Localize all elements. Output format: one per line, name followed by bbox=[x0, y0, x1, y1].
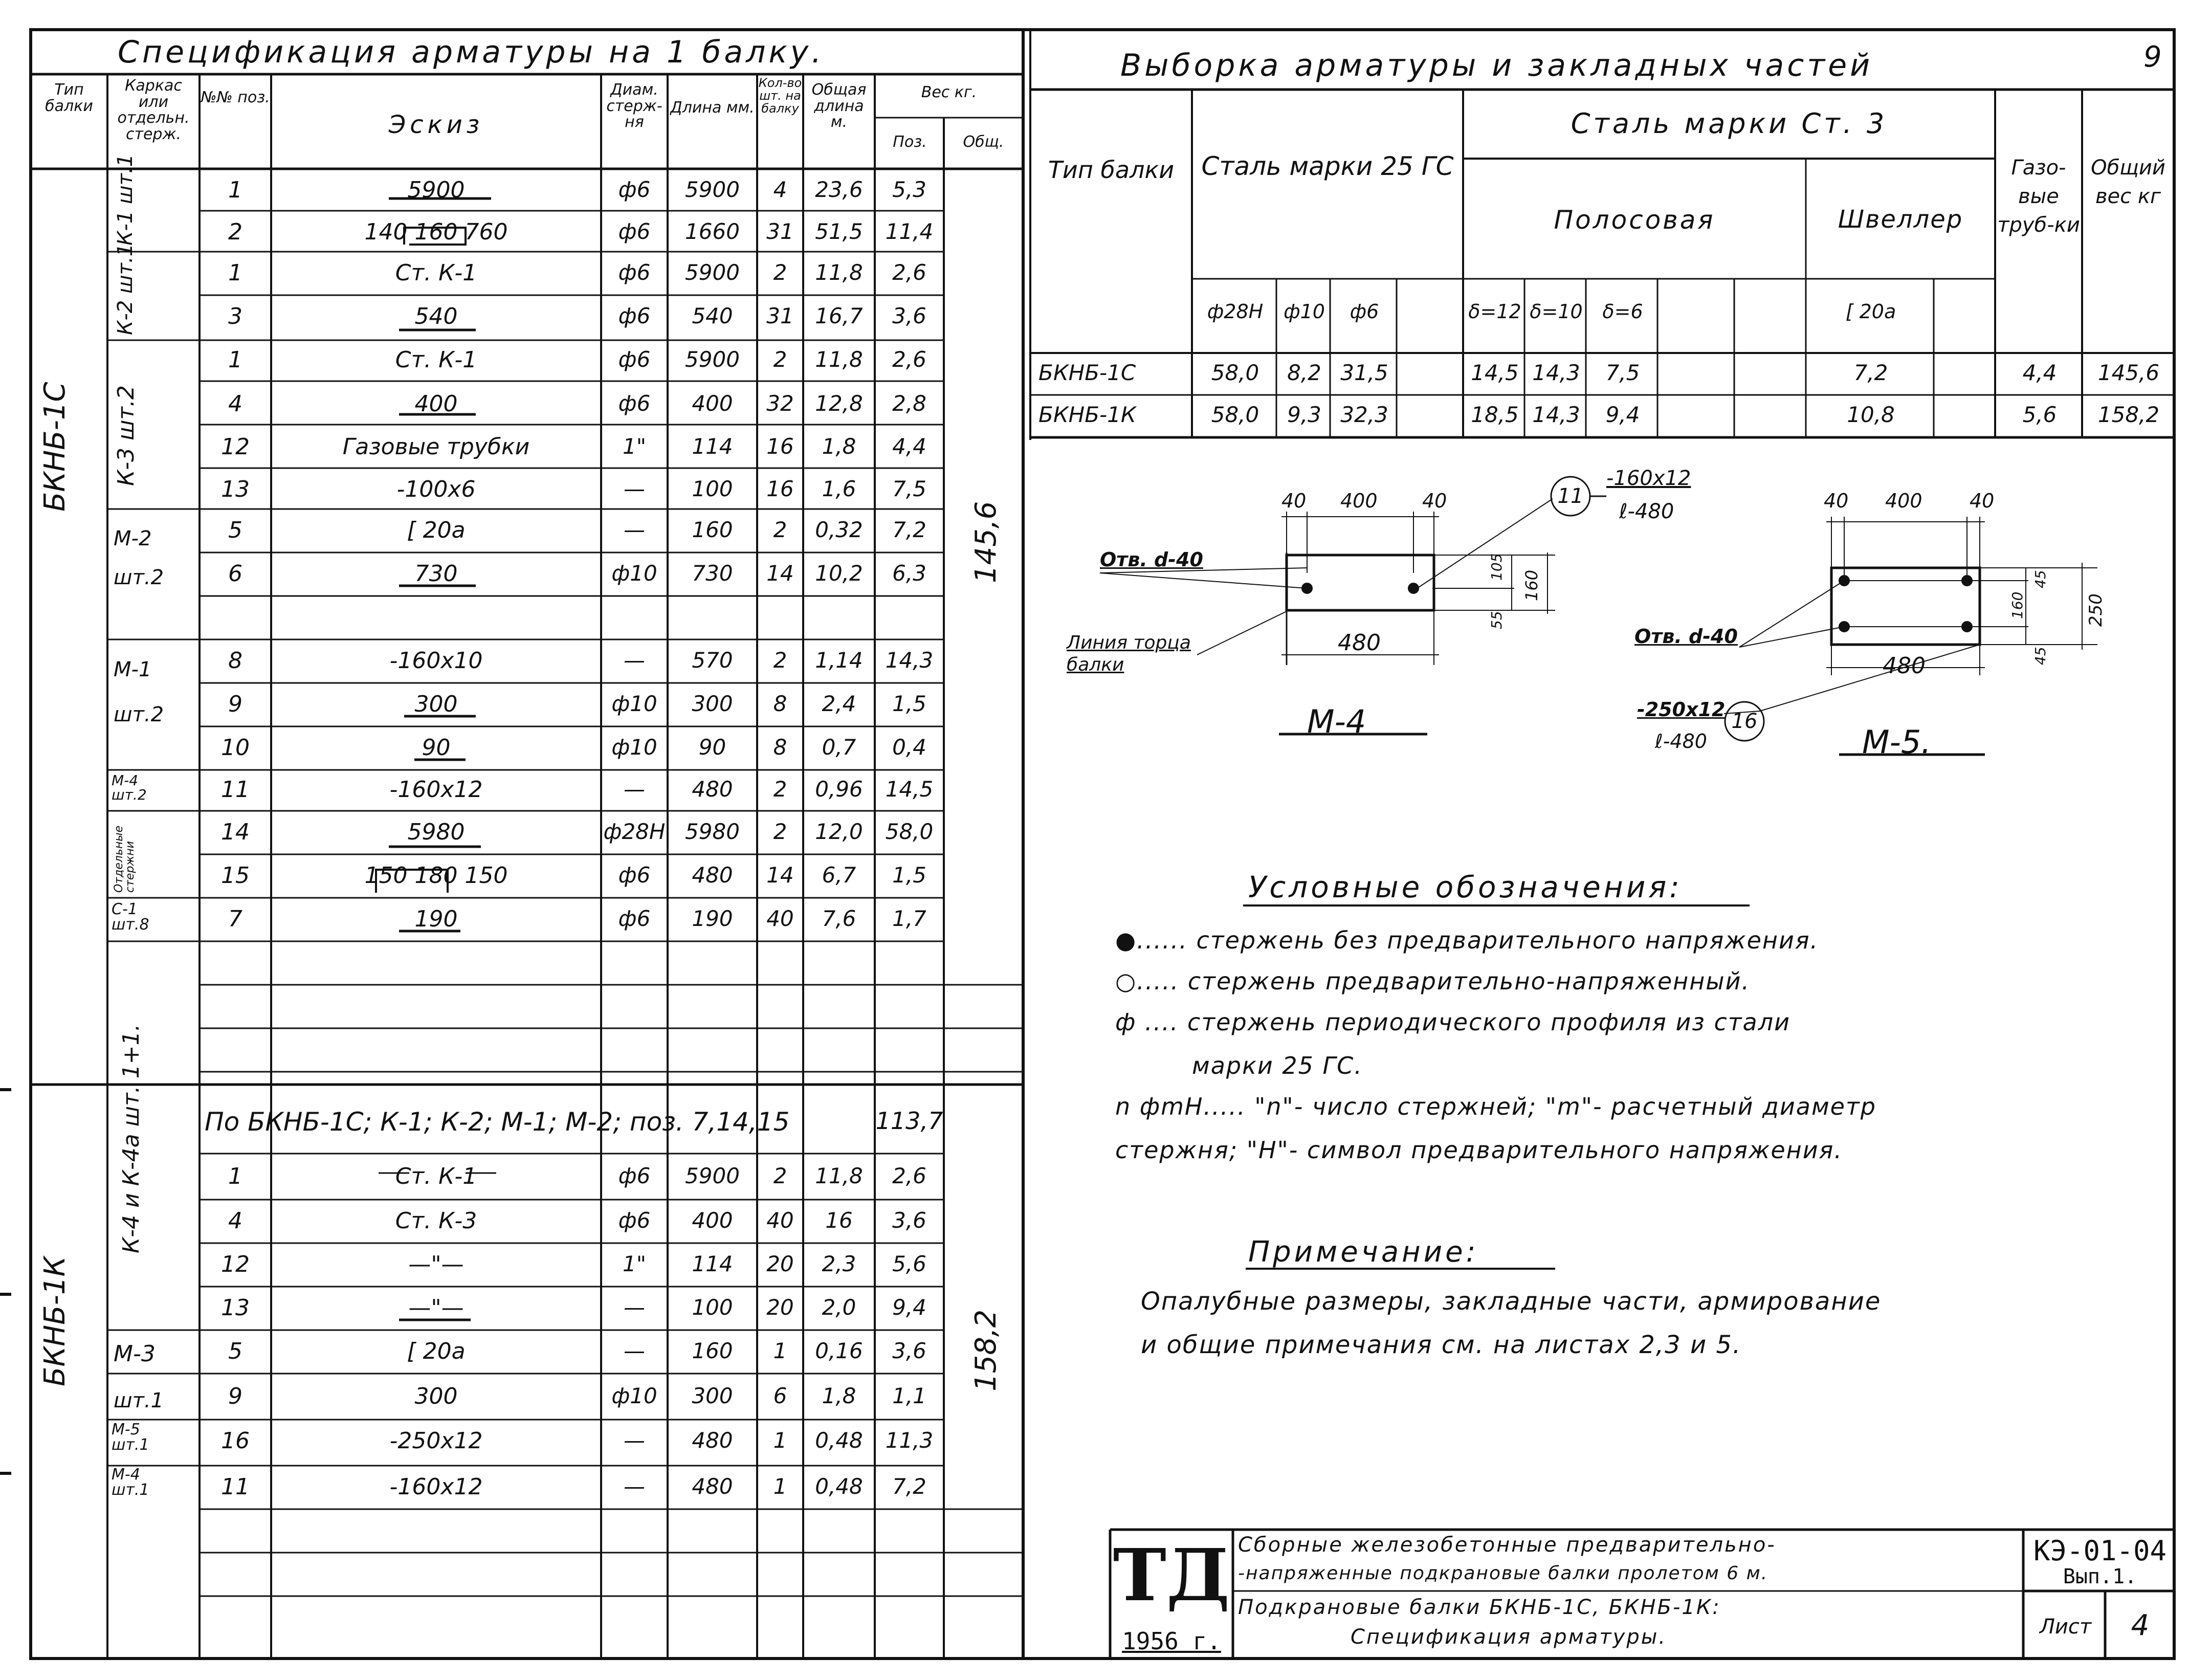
beam2-row-pos: 12 bbox=[221, 1251, 250, 1277]
beam2-row-qty: 1 bbox=[773, 1428, 787, 1453]
beam2-row-w: 11,3 bbox=[885, 1428, 934, 1453]
beam2-row-sketch: Ст. К-3 bbox=[395, 1208, 477, 1234]
m5-callout-no: 16 bbox=[1731, 710, 1758, 733]
beam1-row-len: 540 bbox=[692, 303, 733, 328]
beam1-row-qty: 14 bbox=[766, 561, 794, 586]
beam1-row-sketch: 5900 bbox=[407, 177, 465, 203]
frame-m2: М-2 шт.2 bbox=[114, 527, 164, 589]
legend-item-4: n фmН..... "n"- число стержней; "m"- расчетный диаметр bbox=[1115, 1093, 1876, 1120]
beam1-row-pos: 4 bbox=[228, 391, 242, 417]
rt-header-strip: Полосовая bbox=[1554, 205, 1715, 235]
rt-row-cell: 14,3 bbox=[1532, 402, 1580, 427]
beam1-row-pos: 6 bbox=[228, 561, 242, 587]
beam2-summary: По БКНБ-1С; К-1; К-2; М-1; М-2; поз. 7,14,15 bbox=[205, 1107, 790, 1137]
rt-row-cell: 14,3 bbox=[1532, 360, 1580, 385]
beam1-row-dia: ф10 bbox=[611, 561, 657, 586]
beam1-row-w: 14,5 bbox=[885, 777, 934, 802]
beam1-total-weight: 145,6 bbox=[969, 501, 1003, 583]
beam1-row-pos: 9 bbox=[228, 691, 242, 717]
header-type: Тип балки bbox=[45, 81, 93, 115]
beam1-row-sketch: Газовые трубки bbox=[342, 434, 530, 460]
beam2-row-tlen: 2,0 bbox=[822, 1295, 856, 1320]
beam1-row-tlen: 0,7 bbox=[822, 735, 856, 760]
rt-subheader: ф10 bbox=[1284, 300, 1325, 323]
beam1-row-pos: 12 bbox=[221, 434, 250, 460]
beam2-row-len: 114 bbox=[692, 1251, 733, 1276]
beam2-row-w: 1,1 bbox=[892, 1383, 926, 1408]
beam2-row-sketch: Ст. К-1 bbox=[395, 1163, 477, 1189]
beam2-row-qty: 1 bbox=[773, 1338, 787, 1363]
rt-row-cell: 18,5 bbox=[1471, 402, 1519, 427]
frame-k4: К-4 и К-4а шт. 1+1. bbox=[118, 1024, 144, 1253]
title-block-line1: Сборные железобетонные предварительно- bbox=[1238, 1533, 1776, 1557]
beam2-row-pos: 11 bbox=[221, 1474, 250, 1500]
beam1-row-sketch: Ст. К-1 bbox=[395, 347, 477, 373]
beam2-row-tlen: 0,16 bbox=[815, 1338, 863, 1363]
beam1-row-sketch: [ 20а bbox=[407, 517, 466, 543]
m4-callout-2: ℓ-480 bbox=[1619, 500, 1674, 523]
legend-item-0: ●...... стержень без предварительного напряжения. bbox=[1115, 926, 1819, 954]
beam1-row-len: 730 bbox=[692, 561, 733, 586]
beam1-row-pos: 3 bbox=[228, 303, 242, 329]
beam1-row-tlen: 23,6 bbox=[815, 177, 863, 202]
m4-dim-h: 160 bbox=[1522, 569, 1541, 601]
beam1-row-len: 5900 bbox=[685, 177, 740, 202]
beam1-row-qty: 2 bbox=[773, 819, 787, 844]
rt-row-cell: 58,0 bbox=[1211, 360, 1259, 385]
beam1-row-tlen: 2,4 bbox=[822, 691, 856, 716]
beam2-row-w: 2,6 bbox=[892, 1163, 926, 1188]
note-line-0: Опалубные размеры, закладные части, армирование bbox=[1141, 1287, 1882, 1316]
beam2-row-dia: ф6 bbox=[618, 1208, 651, 1233]
m5-dim-h: 250 bbox=[2086, 593, 2106, 627]
rt-row-cell: 58,0 bbox=[1211, 402, 1259, 427]
frame-k3: К-3 шт.2 bbox=[113, 385, 139, 486]
beam1-row-qty: 32 bbox=[766, 391, 794, 416]
beam2-row-w: 7,2 bbox=[892, 1474, 926, 1499]
header-weight-total: Общ. bbox=[963, 133, 1004, 151]
beam1-row-sketch: 150 180 150 bbox=[364, 863, 508, 889]
header-length: Длина мм. bbox=[670, 99, 755, 117]
beam1-row-w: 1,5 bbox=[892, 863, 926, 888]
beam2-row-dia: ф10 bbox=[611, 1383, 657, 1408]
beam2-row-tlen: 0,48 bbox=[815, 1474, 863, 1499]
beam2-row-sketch: -250х12 bbox=[389, 1428, 483, 1454]
m5-dim-v2: 160 bbox=[2009, 591, 2026, 619]
beam1-row-qty: 2 bbox=[773, 260, 787, 285]
beam2-row-pos: 4 bbox=[228, 1208, 242, 1234]
beam1-row-dia: 1" bbox=[622, 434, 647, 459]
rt-row-cell: 5,6 bbox=[2022, 402, 2057, 427]
header-weight: Вес кг. bbox=[921, 83, 977, 101]
beam1-row-qty: 8 bbox=[773, 735, 787, 760]
beam1-row-qty: 16 bbox=[766, 434, 794, 459]
beam1-row-w: 14,3 bbox=[885, 648, 934, 673]
frame-separate: Отдельные стержни bbox=[113, 825, 137, 893]
beam1-row-len: 480 bbox=[692, 777, 733, 802]
beam2-row-w: 3,6 bbox=[892, 1338, 926, 1363]
beam2-row-tlen: 0,48 bbox=[815, 1428, 863, 1453]
beam1-row-dia: ф10 bbox=[611, 691, 657, 716]
beam2-row-qty: 20 bbox=[766, 1295, 794, 1320]
beam1-row-dia: ф6 bbox=[618, 260, 651, 285]
beam2-row-pos: 1 bbox=[228, 1163, 242, 1189]
rt-subheader: [ 20а bbox=[1845, 300, 1896, 323]
beam1-row-dia: ф6 bbox=[618, 906, 651, 931]
rt-header-steel25: Сталь марки 25 ГС bbox=[1201, 151, 1454, 181]
rt-row-type: БКНБ-1С bbox=[1038, 360, 1136, 385]
title-block-year: 1956 г. bbox=[1122, 1627, 1221, 1655]
beam2-row-dia: ф6 bbox=[618, 1163, 651, 1188]
beam2-row-pos: 16 bbox=[221, 1428, 250, 1454]
title-block-line4: Спецификация арматуры. bbox=[1351, 1625, 1667, 1649]
rt-row-cell: 4,4 bbox=[2022, 360, 2057, 385]
title-block-code: КЭ-01-04 bbox=[2033, 1535, 2167, 1567]
beam1-row-len: 400 bbox=[692, 391, 733, 416]
beam1-row-qty: 16 bbox=[766, 476, 794, 501]
beam1-row-pos: 1 bbox=[228, 347, 242, 373]
beam1-row-len: 190 bbox=[692, 906, 733, 931]
beam2-row-len: 400 bbox=[692, 1208, 733, 1233]
beam1-row-sketch: 730 bbox=[414, 561, 458, 587]
legend-item-3: марки 25 ГС. bbox=[1192, 1052, 1363, 1079]
beam2-row-w: 5,6 bbox=[892, 1251, 926, 1276]
rt-subheader: δ=12 bbox=[1468, 300, 1521, 323]
beam1-row-len: 5900 bbox=[685, 260, 740, 285]
beam1-row-len: 5980 bbox=[685, 819, 740, 844]
beam2-row-sketch: -160х12 bbox=[389, 1474, 483, 1500]
m5-dim-right: 40 bbox=[1970, 490, 1995, 512]
rt-header-steel3: Сталь марки Ст. 3 bbox=[1571, 107, 1888, 140]
m4-hole: Отв. d-40 bbox=[1100, 548, 1203, 571]
beam1-row-tlen: 1,8 bbox=[822, 434, 856, 459]
beam1-row-w: 6,3 bbox=[892, 561, 926, 586]
left-table-title: Спецификация арматуры на 1 балку. bbox=[118, 34, 825, 70]
beam1-row-dia: ф6 bbox=[618, 347, 651, 372]
beam1-row-len: 480 bbox=[692, 863, 733, 888]
beam1-row-qty: 2 bbox=[773, 517, 787, 542]
rt-subheader: ф6 bbox=[1350, 300, 1379, 323]
beam1-row-len: 114 bbox=[692, 434, 733, 459]
beam1-row-pos: 13 bbox=[221, 476, 250, 502]
beam1-row-tlen: 1,14 bbox=[815, 648, 863, 673]
header-diameter: Диам. стерж-ня bbox=[606, 81, 662, 131]
header-total-length: Общая длина м. bbox=[811, 81, 867, 131]
m4-dim-left: 40 bbox=[1281, 490, 1307, 512]
frame-m5: М-5 шт.1 bbox=[112, 1421, 149, 1454]
rt-row-cell: 31,5 bbox=[1340, 360, 1388, 385]
beam2-row-sketch: 300 bbox=[414, 1383, 458, 1409]
beam2-row-len: 5900 bbox=[685, 1163, 740, 1188]
beam1-row-dia: — bbox=[624, 476, 645, 501]
header-sketch: Эскиз bbox=[388, 110, 484, 139]
beam1-row-qty: 31 bbox=[766, 219, 794, 244]
beam2-row-pos: 5 bbox=[228, 1338, 242, 1364]
beam1-row-len: 160 bbox=[692, 517, 733, 542]
beam1-row-w: 0,4 bbox=[892, 735, 926, 760]
rt-row-cell: 7,5 bbox=[1605, 360, 1640, 385]
beam2-row-sketch: —"— bbox=[408, 1295, 464, 1321]
beam1-row-sketch: 540 bbox=[414, 303, 458, 329]
beam2-row-tlen: 2,3 bbox=[822, 1251, 856, 1276]
beam2-row-pos: 13 bbox=[221, 1295, 250, 1321]
beam1-row-len: 1660 bbox=[685, 219, 740, 244]
beam1-row-sketch: 90 bbox=[422, 735, 451, 761]
beam2-row-len: 480 bbox=[692, 1474, 733, 1499]
m5-callout-2: ℓ-480 bbox=[1655, 730, 1707, 753]
beam1-row-tlen: 51,5 bbox=[815, 219, 863, 244]
beam2-row-tlen: 1,8 bbox=[822, 1383, 856, 1408]
beam1-row-pos: 2 bbox=[228, 219, 242, 245]
beam1-row-w: 5,3 bbox=[892, 177, 926, 202]
beam1-row-qty: 40 bbox=[766, 906, 794, 931]
beam2-row-len: 100 bbox=[692, 1295, 733, 1320]
beam1-row-pos: 11 bbox=[221, 777, 250, 803]
beam1-row-len: 570 bbox=[692, 648, 733, 673]
rt-row-cell: 9,3 bbox=[1287, 402, 1321, 427]
beam1-row-tlen: 12,0 bbox=[815, 819, 863, 844]
beam1-row-pos: 1 bbox=[228, 260, 242, 286]
beam1-row-w: 11,4 bbox=[885, 219, 934, 244]
beam1-row-w: 1,7 bbox=[892, 906, 926, 931]
beam1-row-dia: ф28Н bbox=[603, 819, 666, 844]
beam1-row-sketch: -160х10 bbox=[389, 648, 483, 674]
beam1-row-dia: ф6 bbox=[618, 863, 651, 888]
beam1-row-sketch: Ст. К-1 bbox=[395, 260, 477, 286]
beam2-row-tlen: 16 bbox=[825, 1208, 853, 1233]
m4-dim-v2: 55 bbox=[1488, 611, 1505, 629]
beam1-row-dia: — bbox=[624, 777, 645, 802]
beam1-row-tlen: 0,32 bbox=[815, 517, 863, 542]
beam1-type: БКНБ-1С bbox=[38, 382, 72, 512]
beam1-row-len: 300 bbox=[692, 691, 733, 716]
beam1-row-dia: — bbox=[624, 517, 645, 542]
header-weight-pos: Поз. bbox=[893, 133, 927, 151]
beam1-row-qty: 14 bbox=[766, 863, 794, 888]
beam1-row-tlen: 10,2 bbox=[815, 561, 863, 586]
beam2-row-dia: — bbox=[624, 1474, 645, 1499]
beam1-row-w: 2,6 bbox=[892, 260, 926, 285]
rt-subheader: ф28Н bbox=[1207, 300, 1264, 323]
m5-dim-bottom: 480 bbox=[1883, 653, 1926, 679]
m4-dim-right: 40 bbox=[1422, 490, 1447, 512]
rt-row-cell: 14,5 bbox=[1471, 360, 1519, 385]
rt-header-channel: Швеллер bbox=[1838, 205, 1963, 234]
title-block-issue: Вып.1. bbox=[2063, 1565, 2137, 1588]
m5-dim-left: 40 bbox=[1824, 490, 1849, 512]
beam1-row-dia: ф6 bbox=[618, 177, 651, 202]
beam1-row-qty: 2 bbox=[773, 347, 787, 372]
beam1-row-pos: 8 bbox=[228, 648, 242, 674]
rt-row-cell: 158,2 bbox=[2097, 402, 2160, 427]
rt-row-cell: 7,2 bbox=[1853, 360, 1888, 385]
m4-callout-no: 11 bbox=[1557, 484, 1584, 508]
beam1-row-dia: ф10 bbox=[611, 735, 657, 760]
m4-dim-v1: 105 bbox=[1488, 553, 1505, 581]
beam2-row-sketch: —"— bbox=[408, 1251, 464, 1277]
beam2-row-qty: 6 bbox=[773, 1383, 787, 1408]
m4-dim-bottom: 480 bbox=[1338, 630, 1381, 656]
beam2-row-w: 9,4 bbox=[892, 1295, 926, 1320]
beam1-row-sketch: 300 bbox=[414, 691, 458, 717]
beam1-row-sketch: 5980 bbox=[407, 819, 465, 845]
beam1-row-sketch: -100х6 bbox=[396, 476, 476, 502]
beam1-row-sketch: 140 160 760 bbox=[364, 219, 508, 245]
beam1-row-w: 4,4 bbox=[892, 434, 926, 459]
beam1-row-w: 7,5 bbox=[892, 476, 926, 501]
beam1-row-w: 2,8 bbox=[892, 391, 926, 416]
rt-row-cell: 32,3 bbox=[1340, 402, 1388, 427]
beam2-row-len: 480 bbox=[692, 1428, 733, 1453]
m5-dim-v1: 45 bbox=[2032, 570, 2049, 588]
beam1-row-dia: ф6 bbox=[618, 391, 651, 416]
beam1-row-w: 58,0 bbox=[885, 819, 934, 844]
frame-k1: К-1 шт.1 bbox=[114, 153, 137, 246]
beam1-row-dia: ф6 bbox=[618, 303, 651, 328]
beam1-row-qty: 4 bbox=[773, 177, 787, 202]
beam1-row-pos: 14 bbox=[221, 819, 250, 845]
frame-c1: С-1 шт.8 bbox=[112, 900, 149, 934]
rt-row-cell: 145,6 bbox=[2097, 360, 2160, 385]
beam1-row-w: 2,6 bbox=[892, 347, 926, 372]
frame-m4b: М-4 шт.1 bbox=[112, 1466, 149, 1499]
rt-row-type: БКНБ-1К bbox=[1038, 402, 1136, 427]
beam1-row-tlen: 16,7 bbox=[815, 303, 863, 328]
beam2-row-qty: 1 bbox=[773, 1474, 787, 1499]
frame-k2: К-2 шт.1 bbox=[114, 243, 137, 335]
beam2-row-qty: 20 bbox=[766, 1251, 794, 1276]
header-frame: Каркас или отдельн. стерж. bbox=[117, 77, 190, 143]
beam1-row-w: 3,6 bbox=[892, 303, 926, 328]
beam2-row-sketch: [ 20а bbox=[407, 1338, 466, 1364]
beam2-row-qty: 40 bbox=[766, 1208, 794, 1233]
beam1-row-tlen: 7,6 bbox=[822, 906, 856, 931]
rt-row-cell: 9,4 bbox=[1605, 402, 1640, 427]
beam1-row-tlen: 11,8 bbox=[815, 347, 863, 372]
beam2-row-w: 3,6 bbox=[892, 1208, 926, 1233]
beam1-row-tlen: 11,8 bbox=[815, 260, 863, 285]
beam1-row-len: 100 bbox=[692, 476, 733, 501]
m5-hole: Отв. d-40 bbox=[1634, 625, 1738, 648]
beam2-row-pos: 9 bbox=[228, 1383, 242, 1409]
beam1-row-dia: — bbox=[624, 648, 645, 673]
rt-row-cell: 8,2 bbox=[1287, 360, 1321, 385]
rt-subheader: δ=10 bbox=[1530, 300, 1583, 323]
beam2-row-len: 300 bbox=[692, 1383, 733, 1408]
beam1-row-pos: 10 bbox=[221, 735, 250, 761]
beam1-row-tlen: 6,7 bbox=[822, 863, 856, 888]
beam1-row-qty: 2 bbox=[773, 648, 787, 673]
m4-label: М-4 bbox=[1307, 703, 1366, 740]
beam1-row-qty: 8 bbox=[773, 691, 787, 716]
beam1-row-pos: 15 bbox=[221, 863, 250, 889]
beam2-row-tlen: 11,8 bbox=[815, 1163, 863, 1188]
frame-m3: М-3 bbox=[114, 1341, 156, 1367]
m5-dim-v3: 45 bbox=[2032, 647, 2049, 665]
header-pos: №№ поз. bbox=[201, 89, 270, 106]
legend-item-5: стержня; "Н"- символ предварительного напряжения. bbox=[1115, 1136, 1843, 1164]
beam1-row-w: 1,5 bbox=[892, 691, 926, 716]
beam1-row-sketch: 190 bbox=[414, 906, 458, 932]
beam1-row-tlen: 12,8 bbox=[815, 391, 863, 416]
page-number: 9 bbox=[2143, 40, 2162, 74]
m5-label: М-5. bbox=[1862, 723, 1932, 761]
m4-callout-1: -160х12 bbox=[1606, 467, 1691, 490]
beam1-row-qty: 31 bbox=[766, 303, 794, 328]
beam1-row-tlen: 0,96 bbox=[815, 777, 863, 802]
beam1-row-len: 90 bbox=[698, 735, 726, 760]
title-block-sheet-label: Лист bbox=[2039, 1615, 2092, 1639]
rt-header-type: Тип балки bbox=[1048, 156, 1175, 184]
rt-header-gas: Газо-вые труб-ки bbox=[1997, 156, 2080, 237]
note-line-1: и общие примечания см. на листах 2,3 и 5. bbox=[1141, 1331, 1742, 1359]
beam2-row-dia: 1" bbox=[622, 1251, 647, 1276]
beam1-row-pos: 1 bbox=[228, 177, 242, 203]
title-block-sheet-no: 4 bbox=[2131, 1609, 2150, 1642]
legend-item-1: ○..... стержень предварительно-напряженный. bbox=[1115, 967, 1751, 995]
frame-m4: М-4 шт.2 bbox=[112, 772, 147, 803]
title-block-line3: Подкрановые балки БКНБ-1С, БКНБ-1К: bbox=[1238, 1596, 1721, 1619]
header-count: Кол-во шт. на балку bbox=[758, 76, 802, 116]
beam2-row-dia: — bbox=[624, 1428, 645, 1453]
frame-m3-qty: шт.1 bbox=[114, 1389, 164, 1412]
legend-title: Условные обозначения: bbox=[1248, 870, 1683, 904]
beam1-row-sketch: 400 bbox=[414, 391, 458, 417]
m5-callout-1: -250х12 bbox=[1637, 698, 1726, 721]
right-table-title: Выборка арматуры и закладных частей bbox=[1120, 48, 1873, 83]
beam2-row-dia: — bbox=[624, 1295, 645, 1320]
legend-item-2: ф .... стержень периодического профиля из стали bbox=[1115, 1008, 1791, 1036]
beam2-type: БКНБ-1К bbox=[38, 1256, 72, 1386]
frame-m1: М-1 шт.2 bbox=[114, 658, 164, 726]
beam2-row-qty: 2 bbox=[773, 1163, 787, 1188]
m5-dim-mid: 400 bbox=[1885, 490, 1922, 512]
title-block-line2: -напряженные подкрановые балки пролетом 6 м. bbox=[1238, 1563, 1768, 1584]
beam2-total-weight: 158,2 bbox=[969, 1309, 1003, 1391]
beam2-row-dia: — bbox=[624, 1338, 645, 1363]
beam2-row-len: 160 bbox=[692, 1338, 733, 1363]
title-block-logo: ТД bbox=[1113, 1534, 1230, 1618]
beam1-row-tlen: 1,6 bbox=[822, 476, 856, 501]
beam1-row-len: 5900 bbox=[685, 347, 740, 372]
rt-row-cell: 10,8 bbox=[1847, 402, 1895, 427]
beam2-summary-weight: 113,7 bbox=[875, 1107, 943, 1135]
rt-header-total: Общий вес кг bbox=[2091, 156, 2165, 208]
rt-subheader: δ=6 bbox=[1602, 300, 1643, 323]
beam1-row-pos: 5 bbox=[228, 517, 242, 543]
beam1-row-sketch: -160х12 bbox=[389, 777, 483, 803]
m4-dim-mid: 400 bbox=[1340, 490, 1378, 512]
beam1-row-pos: 7 bbox=[228, 906, 242, 932]
beam1-row-dia: ф6 bbox=[618, 219, 651, 244]
m4-end-line: Линия торца балки bbox=[1067, 632, 1191, 676]
beam1-row-qty: 2 bbox=[773, 777, 787, 802]
beam1-row-w: 7,2 bbox=[892, 517, 926, 542]
note-title: Примечание: bbox=[1248, 1235, 1479, 1269]
